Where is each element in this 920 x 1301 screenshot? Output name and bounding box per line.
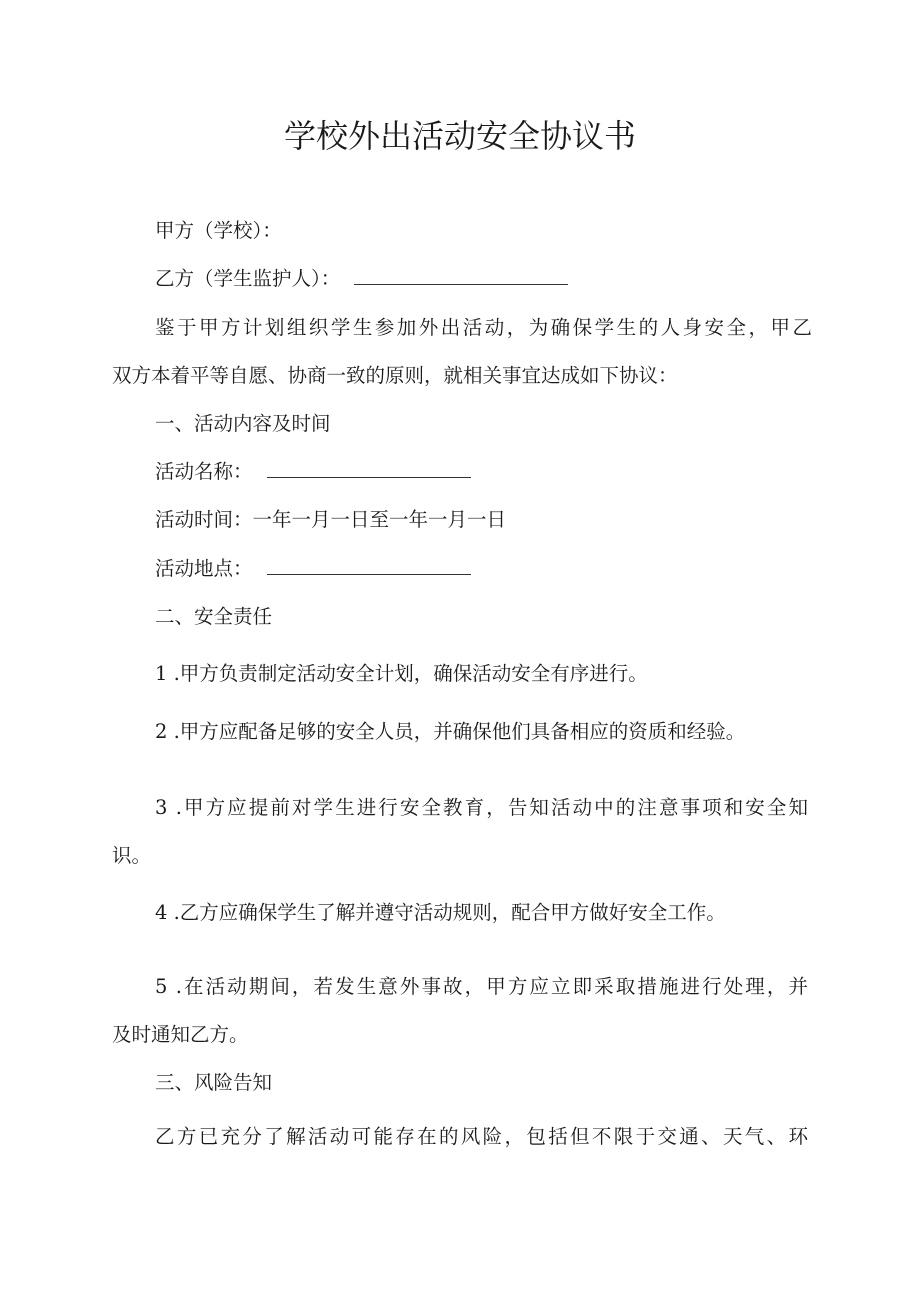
intro-line-1: 鉴于甲方计划组织学生参加外出活动，为确保学生的人身安全，甲乙 xyxy=(155,316,812,339)
item-1: 1 .甲方负责制定活动安全计划，确保活动安全有序进行。 xyxy=(155,662,648,685)
activity-name-blank-field[interactable] xyxy=(267,459,471,478)
activity-place-line xyxy=(155,554,855,584)
item-2: 2 .甲方应配备足够的安全人员，并确保他们具备相应的资质和经验。 xyxy=(155,720,746,743)
activity-name-line xyxy=(155,457,855,487)
party-a-line xyxy=(155,216,855,246)
intro-line-2: 双方本着平等自愿、协商一致的原则，就相关事宜达成如下协议： xyxy=(112,364,678,387)
section-1-heading: 一、活动内容及时间 xyxy=(155,412,331,435)
party-b-blank-field[interactable] xyxy=(354,266,568,285)
activity-time-line: 活动时间：一年一月一日至一年一月一日 xyxy=(155,508,507,531)
item-3-line-2: 识。 xyxy=(112,844,152,867)
activity-place-label: 活动地点： xyxy=(155,557,253,580)
risk-line-1: 乙方已充分了解活动可能存在的风险，包括但不限于交通、天气、环 xyxy=(155,1125,808,1148)
item-5-line-1: 5 .在活动期间，若发生意外事故，甲方应立即采取措施进行处理，并 xyxy=(155,975,808,998)
activity-name-label: 活动名称： xyxy=(155,460,253,483)
document-title: 学校外出活动安全协议书 xyxy=(283,117,636,155)
item-5-line-2: 及时通知乙方。 xyxy=(112,1023,249,1046)
section-2-heading: 二、安全责任 xyxy=(155,605,273,628)
party-b-line xyxy=(155,264,855,294)
item-3-line-1: 3 .甲方应提前对学生进行安全教育，告知活动中的注意事项和安全知 xyxy=(155,796,808,819)
item-4: 4 .乙方应确保学生了解并遵守活动规则，配合甲方做好安全工作。 xyxy=(155,901,726,924)
party-b-label: 乙方（学生监护人）： xyxy=(155,267,341,290)
section-3-heading: 三、风险告知 xyxy=(155,1071,273,1094)
activity-place-blank-field[interactable] xyxy=(267,556,471,575)
party-a-label: 甲方（学校）： xyxy=(155,219,282,242)
